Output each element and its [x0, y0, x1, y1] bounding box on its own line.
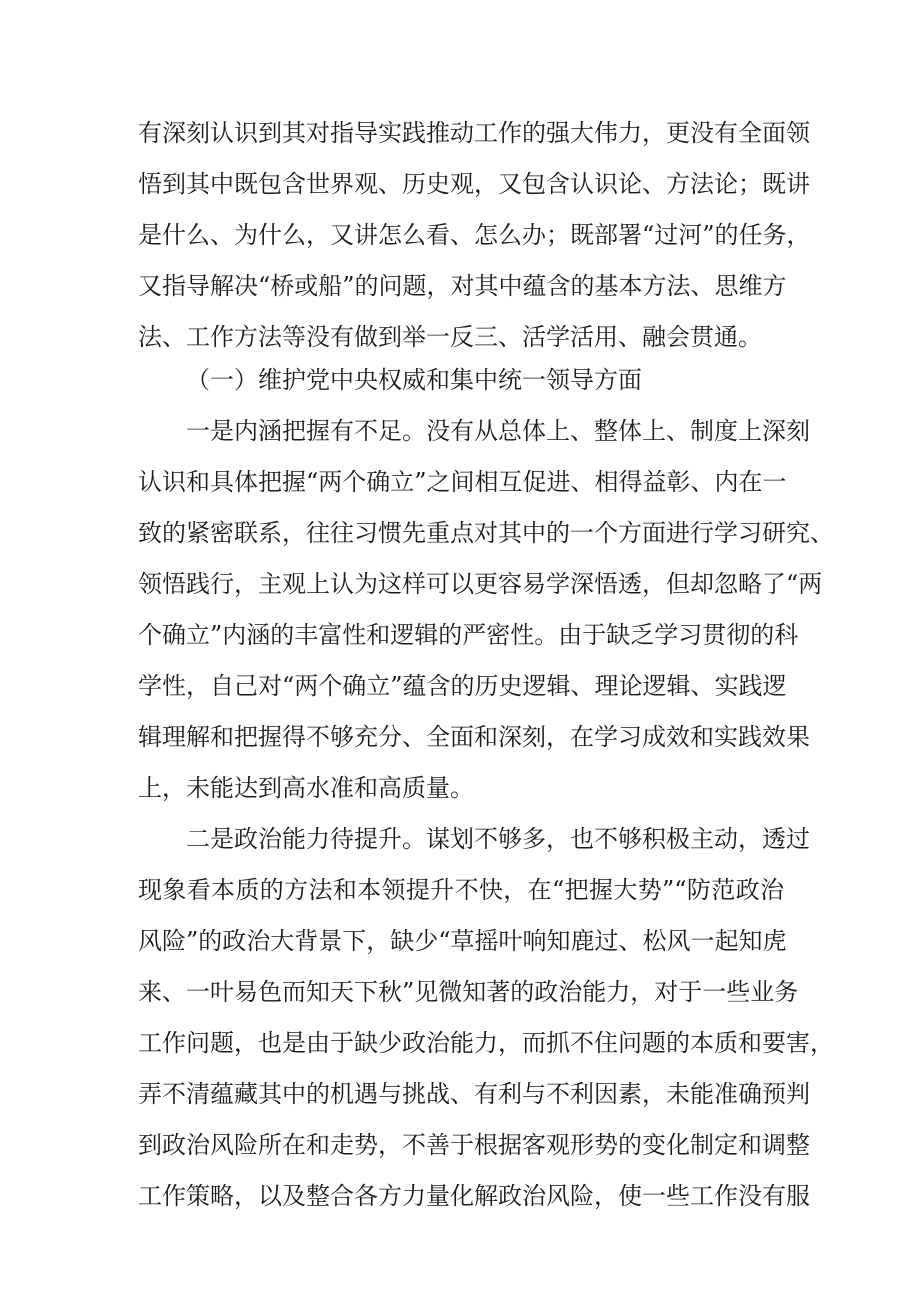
- text-line: 辑理解和把握得不够充分、全面和深刻，在学习成效和实践效果: [138, 723, 810, 751]
- text-line: 学性，自己对“两个确立”蕴含的历史逻辑、理论逻辑、实践逻: [138, 672, 787, 700]
- text-line: 工作问题，也是由于缺少政治能力，而抓不住问题的本质和要害，: [138, 1029, 834, 1057]
- text-line: 是什么、为什么，又讲怎么看、怎么办；既部署“过河”的任务，: [138, 221, 811, 249]
- text-line: 现象看本质的方法和本领提升不快，在“把握大势”“防范政治: [138, 876, 784, 904]
- text-line: 工作策略，以及整合各方力量化解政治风险，使一些工作没有服: [138, 1182, 810, 1210]
- text-line: 又指导解决“桥或船”的问题，对其中蕴含的基本方法、思维方: [138, 272, 787, 300]
- text-line: 一是内涵把握有不足。没有从总体上、整体上、制度上深刻: [186, 417, 810, 445]
- text-line: 领悟践行，主观上认为这样可以更容易学深悟透，但却忽略了“两: [138, 570, 823, 598]
- text-line: 到政治风险所在和走势，不善于根据客观形势的变化制定和调整: [138, 1131, 810, 1159]
- text-line: 认识和具体把握“两个确立”之间相互促进、相得益彰、内在一: [138, 468, 787, 496]
- text-line: 个确立”内涵的丰富性和逻辑的严密性。由于缺乏学习贯彻的科: [138, 621, 799, 649]
- text-line: 悟到其中既包含世界观、历史观，又包含认识论、方法论；既讲: [138, 170, 810, 198]
- text-line: 来、一叶易色而知天下秋”见微知著的政治能力，对于一些业务: [138, 978, 799, 1006]
- text-line: 上，未能达到高水准和高质量。: [138, 774, 474, 802]
- text-line: 法、工作方法等没有做到举一反三、活学活用、融会贯通。: [138, 323, 762, 351]
- text-line: 致的紧密联系，往往习惯先重点对其中的一个方面进行学习研究、: [138, 519, 834, 547]
- text-line: 有深刻认识到其对指导实践推动工作的强大伟力，更没有全面领: [138, 119, 810, 147]
- section-heading: （一）维护党中央权威和集中统一领导方面: [186, 366, 642, 394]
- text-line: 二是政治能力待提升。谋划不够多，也不够积极主动，透过: [186, 825, 810, 853]
- text-line: 弄不清蕴藏其中的机遇与挑战、有利与不利因素，未能准确预判: [138, 1080, 810, 1108]
- text-line: 风险”的政治大背景下，缺少“草摇叶响知鹿过、松风一起知虎: [138, 927, 787, 955]
